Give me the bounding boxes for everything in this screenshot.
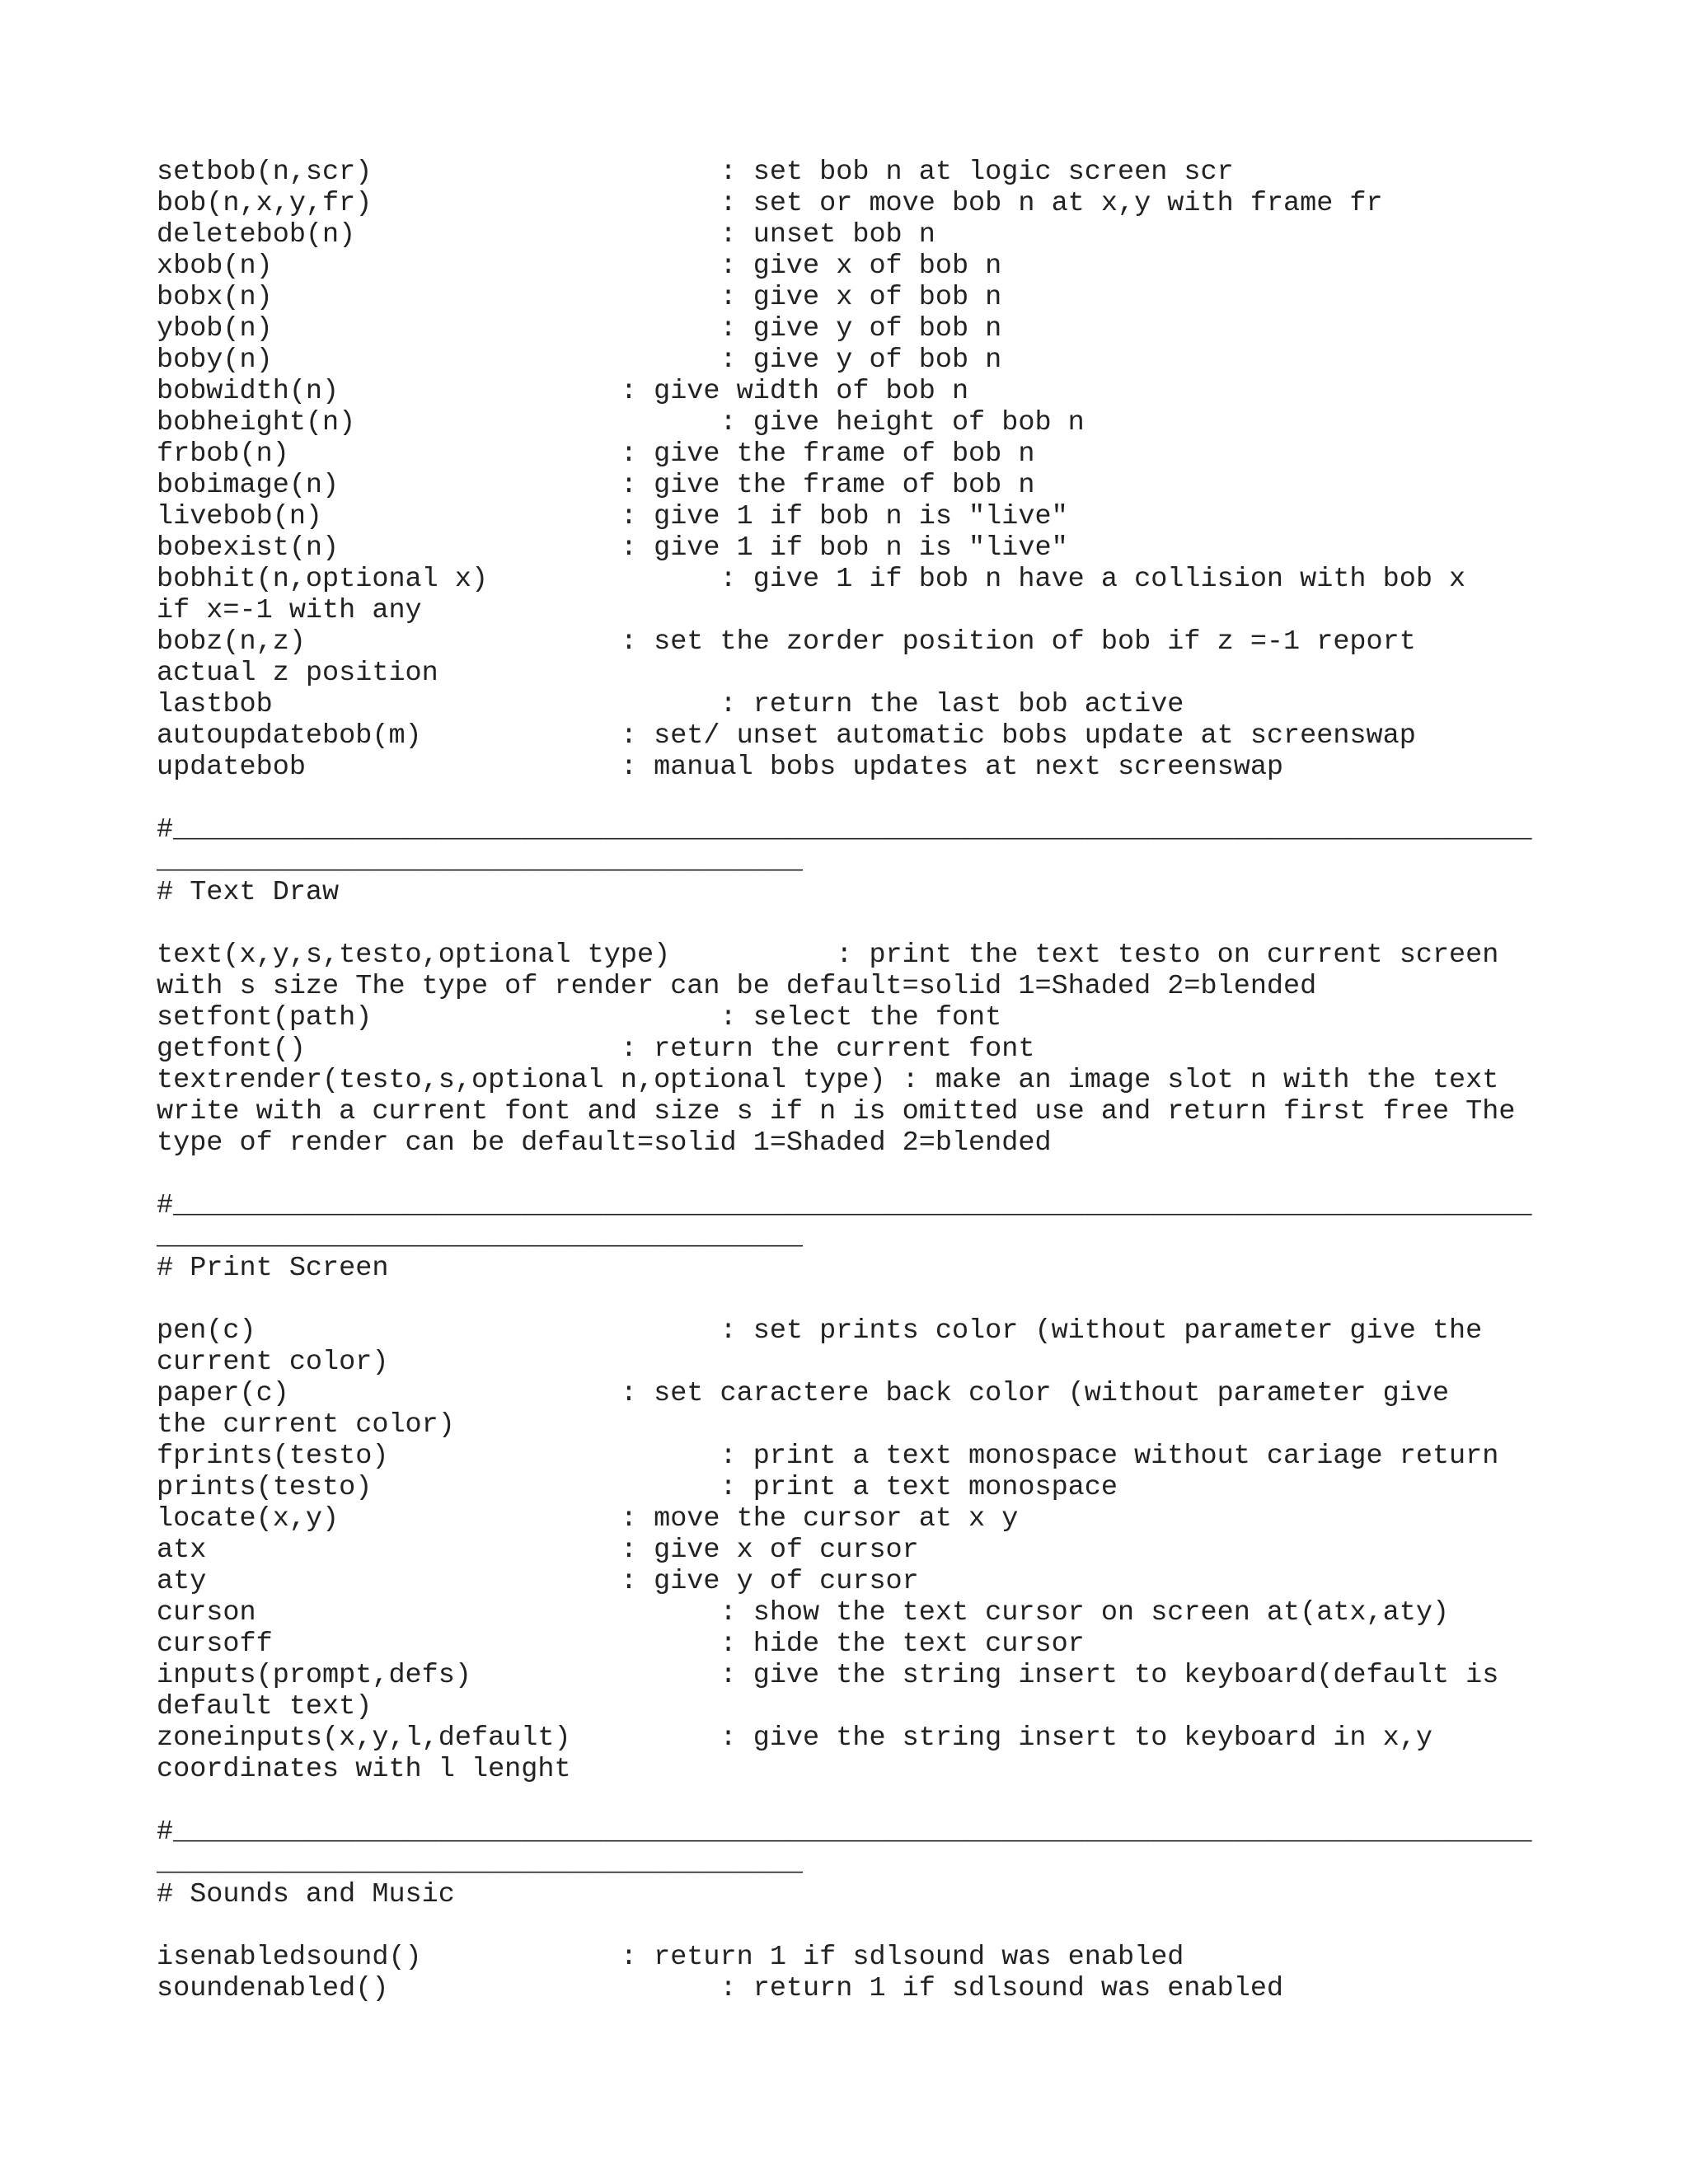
doc-line: soundenabled() : return 1 if sdlsound was enabled: [157, 1973, 1284, 2004]
doc-line: atx : give x of cursor: [157, 1535, 919, 1566]
doc-line: bobimage(n) : give the frame of bob n: [157, 470, 1035, 501]
doc-line: bobx(n) : give x of bob n: [157, 282, 1002, 313]
doc-line: current color): [157, 1347, 389, 1378]
doc-line: lastbob : return the last bob active: [157, 689, 1184, 720]
doc-line: bobz(n,z) : set the zorder position of bob if z =-1 report: [157, 626, 1416, 658]
doc-line: default text): [157, 1691, 373, 1722]
doc-line: getfont() : return the current font: [157, 1033, 1035, 1065]
doc-line: paper(c) : set caractere back color (without parameter give: [157, 1378, 1450, 1409]
doc-line: locate(x,y) : move the cursor at x y: [157, 1503, 1019, 1535]
doc-line: deletebob(n) : unset bob n: [157, 219, 935, 251]
separator-line: _______________________________________: [157, 1848, 804, 1879]
doc-line: fprints(testo) : print a text monospace without cariage return: [157, 1441, 1499, 1472]
doc-line: frbob(n) : give the frame of bob n: [157, 438, 1035, 470]
doc-line: bobheight(n) : give height of bob n: [157, 407, 1085, 438]
doc-line: bobexist(n) : give 1 if bob n is "live": [157, 532, 1068, 564]
doc-line: textrender(testo,s,optional n,optional type) : make an image slot n with the text: [157, 1065, 1499, 1096]
doc-line: prints(testo) : print a text monospace: [157, 1472, 1118, 1503]
blank-line: [157, 1785, 1541, 1816]
document-text: [157, 157, 1541, 2004]
doc-line: type of render can be default=solid 1=Shaded 2=blended: [157, 1127, 1052, 1159]
doc-line: boby(n) : give y of bob n: [157, 344, 1002, 376]
doc-line: curson : show the text cursor on screen at(atx,aty): [157, 1597, 1450, 1629]
doc-line: pen(c) : set prints color (without parameter give the: [157, 1315, 1483, 1347]
doc-line: ybob(n) : give y of bob n: [157, 313, 1002, 344]
blank-line: [157, 1159, 1541, 1190]
doc-line: updatebob : manual bobs updates at next screenswap: [157, 752, 1284, 783]
separator-line: _______________________________________: [157, 846, 804, 877]
doc-line: coordinates with l lenght: [157, 1754, 571, 1785]
doc-line: setfont(path) : select the font: [157, 1002, 1002, 1033]
doc-line: setbob(n,scr) : set bob n at logic screen scr: [157, 157, 1234, 188]
blank-line: [157, 783, 1541, 814]
blank-line: [157, 908, 1541, 940]
doc-line: autoupdatebob(m) : set/ unset automatic bobs update at screenswap: [157, 720, 1416, 752]
section-heading: # Print Screen: [157, 1253, 389, 1284]
doc-line: text(x,y,s,testo,optional type) : print the text testo on current screen: [157, 940, 1499, 971]
doc-line: bob(n,x,y,fr) : set or move bob n at x,y with frame fr: [157, 188, 1383, 219]
doc-line: bobhit(n,optional x) : give 1 if bob n have a collision with bob x: [157, 564, 1466, 595]
doc-line: bobwidth(n) : give width of bob n: [157, 376, 969, 407]
blank-line: [157, 1284, 1541, 1315]
separator-line: #__________________________________________________________________________________: [157, 1190, 1532, 1221]
separator-line: _______________________________________: [157, 1221, 804, 1253]
doc-line: with s size The type of render can be default=solid 1=Shaded 2=blended: [157, 971, 1317, 1002]
separator-line: #__________________________________________________________________________________: [157, 1816, 1532, 1848]
section-heading: # Text Draw: [157, 877, 340, 908]
doc-line: aty : give y of cursor: [157, 1566, 919, 1597]
doc-line: livebob(n) : give 1 if bob n is "live": [157, 501, 1068, 532]
doc-line: the current color): [157, 1409, 455, 1441]
separator-line: #__________________________________________________________________________________: [157, 814, 1532, 846]
blank-line: [157, 1910, 1541, 1942]
doc-line: inputs(prompt,defs) : give the string insert to keyboard(default is: [157, 1660, 1499, 1691]
doc-line: actual z position: [157, 658, 438, 689]
section-heading: # Sounds and Music: [157, 1879, 455, 1910]
doc-line: write with a current font and size s if n is omitted use and return first free The: [157, 1096, 1516, 1127]
doc-line: zoneinputs(x,y,l,default) : give the string insert to keyboard in x,y: [157, 1722, 1432, 1754]
doc-line: cursoff : hide the text cursor: [157, 1629, 1085, 1660]
doc-line: xbob(n) : give x of bob n: [157, 251, 1002, 282]
doc-line: if x=-1 with any: [157, 595, 422, 626]
doc-line: isenabledsound() : return 1 if sdlsound was enabled: [157, 1942, 1184, 1973]
